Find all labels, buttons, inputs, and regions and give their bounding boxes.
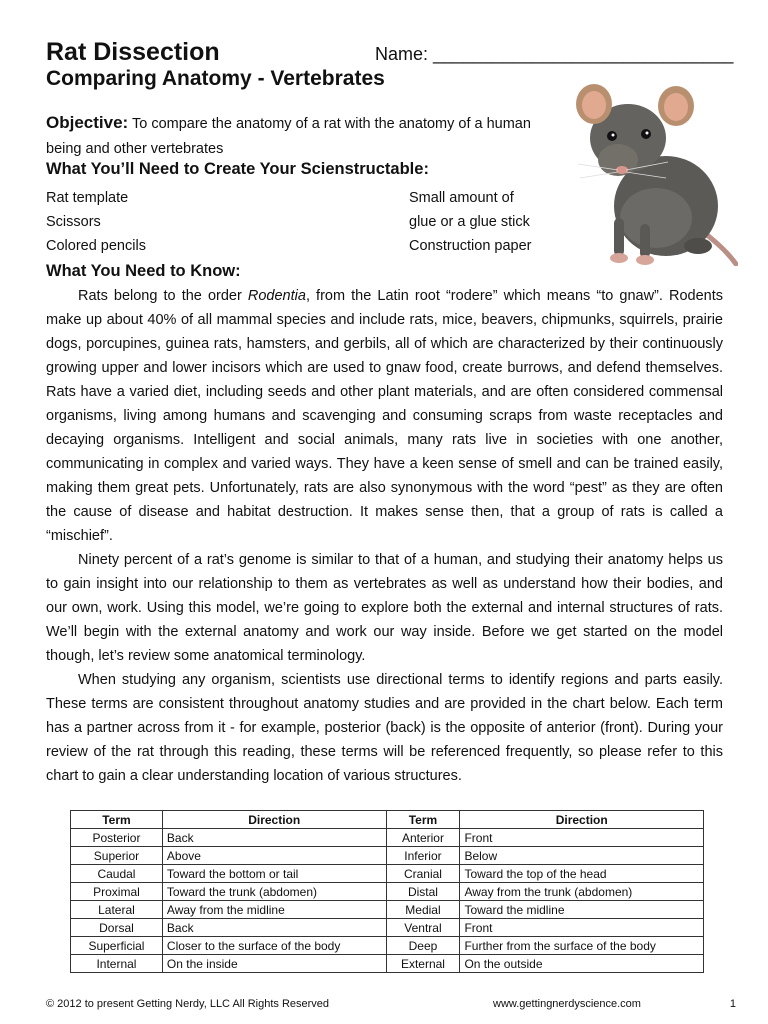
term-cell: Superior: [71, 847, 163, 865]
paragraph-text: Rats belong to the order: [78, 288, 248, 304]
table-row: [71, 847, 704, 865]
direction-cell: Below: [460, 847, 704, 865]
table-row: [71, 829, 704, 847]
objective-label: Objective:: [46, 113, 129, 132]
background-heading: What You Need to Know:: [46, 262, 241, 280]
table-row: [71, 883, 704, 901]
term-cell: Cranial: [386, 865, 460, 883]
table-row: [71, 919, 704, 937]
term-cell: Inferior: [386, 847, 460, 865]
term-cell: Proximal: [71, 883, 163, 901]
term-cell: Anterior: [386, 829, 460, 847]
direction-cell: Front: [460, 919, 704, 937]
copyright-notice: © 2012 to present Getting Nerdy, LLC All Rights Reserved: [46, 998, 330, 1010]
table-row: [71, 955, 704, 973]
term-cell: Distal: [386, 883, 460, 901]
term-cell: Deep: [386, 937, 460, 955]
direction-cell: Away from the trunk (abdomen): [460, 883, 704, 901]
direction-cell: Back: [162, 919, 386, 937]
table-row: [71, 865, 704, 883]
supply-item: Rat template: [46, 190, 129, 206]
supplies-right-column: [409, 186, 532, 258]
supply-item: Scissors: [46, 214, 101, 230]
supply-item: glue or a glue stick: [409, 214, 530, 230]
direction-cell: Away from the midline: [162, 901, 386, 919]
supply-item: Colored pencils: [46, 238, 146, 254]
direction-cell: On the outside: [460, 955, 704, 973]
website-link[interactable]: www.gettingnerdyscience.com: [493, 998, 641, 1010]
objective-text: To compare the anatomy of a rat with the anatomy of a human being and other vertebrates: [46, 116, 531, 157]
direction-cell: Closer to the surface of the body: [162, 937, 386, 955]
supplies-left-column: [46, 186, 146, 258]
page-number: 1: [729, 998, 736, 1010]
reading-text: [46, 284, 723, 788]
direction-cell: Toward the trunk (abdomen): [162, 883, 386, 901]
term-cell: Lateral: [71, 901, 163, 919]
table-row: [71, 901, 704, 919]
direction-cell: Further from the surface of the body: [460, 937, 704, 955]
direction-cell: Front: [460, 829, 704, 847]
term-cell: Dorsal: [71, 919, 163, 937]
paragraph-italic: Rodentia: [247, 288, 306, 304]
direction-cell: Toward the top of the head: [460, 865, 704, 883]
direction-cell: Toward the bottom or tail: [162, 865, 386, 883]
objective: [46, 110, 556, 162]
page-title: Rat Dissection: [46, 38, 220, 66]
paragraph: [46, 284, 723, 548]
supply-item: Construction paper: [409, 238, 532, 254]
table-row: [71, 937, 704, 955]
term-cell: External: [386, 955, 460, 973]
paragraph: When studying any organism, scientists use directional terms to identify regions and parts easily. These terms are consistent throughout anatomy studies and are provided in the chart below. Each term has a partner across from it - for example, posterior (back) is the opposite of anterior (front). During your review of the rat through this reading, these terms will be referenced frequently, so please refer to this chart to gain a clear understanding location of various structures.: [46, 672, 723, 784]
directional-terms-table: [70, 810, 704, 973]
term-cell: Posterior: [71, 829, 163, 847]
direction-cell: Back: [162, 829, 386, 847]
column-header: Direction: [162, 811, 386, 829]
supplies-heading: What You’ll Need to Create Your Scienstructable:: [46, 160, 429, 178]
term-cell: Caudal: [71, 865, 163, 883]
direction-cell: Toward the midline: [460, 901, 704, 919]
term-cell: Superficial: [71, 937, 163, 955]
term-cell: Ventral: [386, 919, 460, 937]
page-subtitle: Comparing Anatomy - Vertebrates: [46, 67, 385, 90]
rat-illustration: [548, 78, 738, 266]
name-field: Name: ______________________________: [375, 44, 734, 64]
table-header-row: [71, 811, 704, 829]
column-header: Term: [71, 811, 163, 829]
supply-item: Small amount of: [409, 190, 514, 206]
column-header: Direction: [460, 811, 704, 829]
direction-cell: On the inside: [162, 955, 386, 973]
column-header: Term: [386, 811, 460, 829]
term-cell: Internal: [71, 955, 163, 973]
paragraph: Ninety percent of a rat’s genome is similar to that of a human, and studying their anatomy helps us to gain insight into our relationship to them as vertebrates as well as understand how their bodies, and our own, work. Using this model, we’re going to explore both the external and internal structures of rats. We’ll begin with the external anatomy and work our way inside. Before we get started on the model though, let’s review some anatomical terminology.: [46, 552, 723, 664]
term-cell: Medial: [386, 901, 460, 919]
direction-cell: Above: [162, 847, 386, 865]
paragraph-text: , from the Latin root “rodere” which means “to gnaw”. Rodents make up about 40% of all mammal species and include rats, mice, beavers, chipmunks, squirrels, prairie dogs, porcupines, guinea rats, hamsters, and gerbils, all of which are characterized by their continuously growing upper and lower incisors which are used to gnaw food, create burrows, and defend themselves. Rats have a varied diet, including seeds and other plant materials, and are often considered commensal organisms, living among humans and scavenging and consuming scraps from waste receptacles and decaying organisms. Intelligent and social animals, many rats live in societies with one another, communicating in complex and varied ways. They have a keen sense of smell and can be trained easily, making them great pets. Unfortunately, rats are also synonymous with the word “pest” as they are often the cause of disease and habitat destruction. It makes sense then, that a group of rats is called a “mischief”.: [46, 288, 724, 544]
